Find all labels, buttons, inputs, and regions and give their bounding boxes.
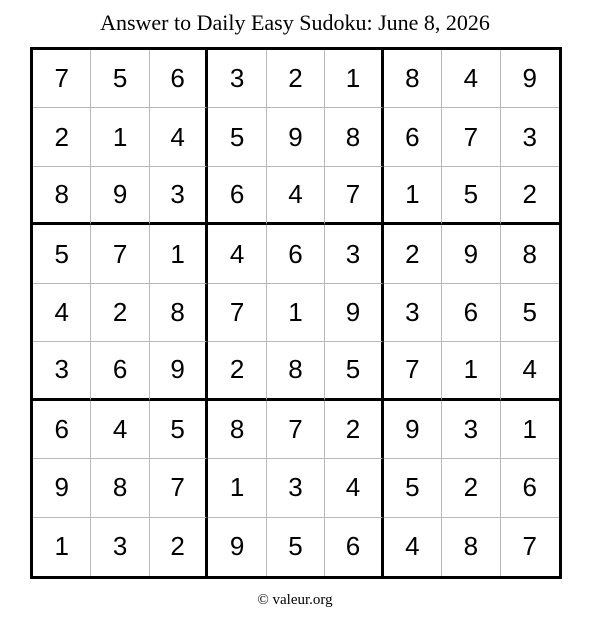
sudoku-cell-r4-c9: 8 bbox=[501, 225, 559, 283]
puzzle-title: Answer to Daily Easy Sudoku: June 8, 2026 bbox=[100, 10, 490, 35]
sudoku-cell-r1-c4: 3 bbox=[208, 50, 266, 108]
sudoku-cell-r6-c2: 6 bbox=[91, 342, 149, 400]
sudoku-cell-r4-c3: 1 bbox=[150, 225, 208, 283]
sudoku-cell-r8-c4: 1 bbox=[208, 459, 266, 517]
sudoku-cell-r2-c9: 3 bbox=[501, 108, 559, 166]
sudoku-cell-r9-c5: 5 bbox=[267, 518, 325, 576]
sudoku-cell-r8-c9: 6 bbox=[501, 459, 559, 517]
sudoku-cell-r4-c1: 5 bbox=[33, 225, 91, 283]
sudoku-cell-r9-c3: 2 bbox=[150, 518, 208, 576]
sudoku-cell-r1-c1: 7 bbox=[33, 50, 91, 108]
sudoku-cell-r4-c5: 6 bbox=[267, 225, 325, 283]
sudoku-cell-r3-c2: 9 bbox=[91, 167, 149, 225]
sudoku-cell-r5-c2: 2 bbox=[91, 284, 149, 342]
sudoku-cell-r8-c5: 3 bbox=[267, 459, 325, 517]
copyright-footer: © valeur.org bbox=[257, 592, 333, 608]
sudoku-cell-r6-c8: 1 bbox=[442, 342, 500, 400]
sudoku-cell-r2-c8: 7 bbox=[442, 108, 500, 166]
sudoku-cell-r8-c1: 9 bbox=[33, 459, 91, 517]
sudoku-cell-r2-c3: 4 bbox=[150, 108, 208, 166]
sudoku-cell-r9-c2: 3 bbox=[91, 518, 149, 576]
sudoku-cell-r6-c5: 8 bbox=[267, 342, 325, 400]
sudoku-cell-r7-c4: 8 bbox=[208, 401, 266, 459]
sudoku-cell-r4-c8: 9 bbox=[442, 225, 500, 283]
sudoku-cell-r9-c6: 6 bbox=[325, 518, 383, 576]
sudoku-cell-r6-c1: 3 bbox=[33, 342, 91, 400]
sudoku-cell-r4-c7: 2 bbox=[384, 225, 442, 283]
sudoku-cell-r1-c7: 8 bbox=[384, 50, 442, 108]
sudoku-cell-r3-c1: 8 bbox=[33, 167, 91, 225]
sudoku-cell-r9-c4: 9 bbox=[208, 518, 266, 576]
sudoku-cell-r2-c5: 9 bbox=[267, 108, 325, 166]
sudoku-cell-r6-c9: 4 bbox=[501, 342, 559, 400]
sudoku-cell-r6-c7: 7 bbox=[384, 342, 442, 400]
sudoku-cell-r2-c1: 2 bbox=[33, 108, 91, 166]
sudoku-cell-r1-c6: 1 bbox=[325, 50, 383, 108]
sudoku-cell-r3-c7: 1 bbox=[384, 167, 442, 225]
sudoku-cell-r8-c8: 2 bbox=[442, 459, 500, 517]
sudoku-cell-r7-c9: 1 bbox=[501, 401, 559, 459]
sudoku-cell-r2-c4: 5 bbox=[208, 108, 266, 166]
sudoku-cell-r5-c9: 5 bbox=[501, 284, 559, 342]
sudoku-cell-r8-c6: 4 bbox=[325, 459, 383, 517]
sudoku-cell-r5-c6: 9 bbox=[325, 284, 383, 342]
sudoku-cell-r7-c8: 3 bbox=[442, 401, 500, 459]
sudoku-cell-r9-c1: 1 bbox=[33, 518, 91, 576]
sudoku-cell-r4-c2: 7 bbox=[91, 225, 149, 283]
sudoku-board bbox=[30, 47, 562, 579]
sudoku-cell-r1-c9: 9 bbox=[501, 50, 559, 108]
sudoku-cell-r8-c3: 7 bbox=[150, 459, 208, 517]
sudoku-cell-r4-c4: 4 bbox=[208, 225, 266, 283]
sudoku-cell-r2-c7: 6 bbox=[384, 108, 442, 166]
sudoku-cell-r3-c5: 4 bbox=[267, 167, 325, 225]
sudoku-cell-r3-c4: 6 bbox=[208, 167, 266, 225]
sudoku-cell-r1-c2: 5 bbox=[91, 50, 149, 108]
sudoku-cell-r6-c4: 2 bbox=[208, 342, 266, 400]
sudoku-cell-r3-c3: 3 bbox=[150, 167, 208, 225]
sudoku-cell-r5-c4: 7 bbox=[208, 284, 266, 342]
sudoku-cell-r2-c2: 1 bbox=[91, 108, 149, 166]
sudoku-cell-r1-c8: 4 bbox=[442, 50, 500, 108]
sudoku-cell-r5-c7: 3 bbox=[384, 284, 442, 342]
sudoku-cell-r9-c8: 8 bbox=[442, 518, 500, 576]
sudoku-cell-r2-c6: 8 bbox=[325, 108, 383, 166]
sudoku-cell-r3-c6: 7 bbox=[325, 167, 383, 225]
sudoku-cell-r8-c2: 8 bbox=[91, 459, 149, 517]
sudoku-cell-r5-c3: 8 bbox=[150, 284, 208, 342]
sudoku-cell-r5-c5: 1 bbox=[267, 284, 325, 342]
sudoku-cell-r6-c6: 5 bbox=[325, 342, 383, 400]
sudoku-cell-r3-c8: 5 bbox=[442, 167, 500, 225]
sudoku-cell-r9-c9: 7 bbox=[522, 531, 537, 562]
sudoku-cell-r3-c9: 2 bbox=[501, 167, 559, 225]
sudoku-cell-r7-c3: 5 bbox=[150, 401, 208, 459]
sudoku-cell-r7-c1: 6 bbox=[33, 401, 91, 459]
sudoku-cell-r7-c2: 4 bbox=[91, 401, 149, 459]
sudoku-cell-r7-c7: 9 bbox=[384, 401, 442, 459]
sudoku-cell-r1-c5: 2 bbox=[267, 50, 325, 108]
sudoku-cell-r1-c3: 6 bbox=[150, 50, 208, 108]
sudoku-cell-r7-c5: 7 bbox=[267, 401, 325, 459]
sudoku-cell-r7-c6: 2 bbox=[325, 401, 383, 459]
sudoku-cell-r5-c8: 6 bbox=[442, 284, 500, 342]
sudoku-cell-r4-c6: 3 bbox=[325, 225, 383, 283]
sudoku-cell-r8-c7: 5 bbox=[384, 459, 442, 517]
sudoku-cell-r9-c7: 4 bbox=[384, 518, 442, 576]
sudoku-cell-r5-c1: 4 bbox=[33, 284, 91, 342]
sudoku-cell-r6-c3: 9 bbox=[150, 342, 208, 400]
